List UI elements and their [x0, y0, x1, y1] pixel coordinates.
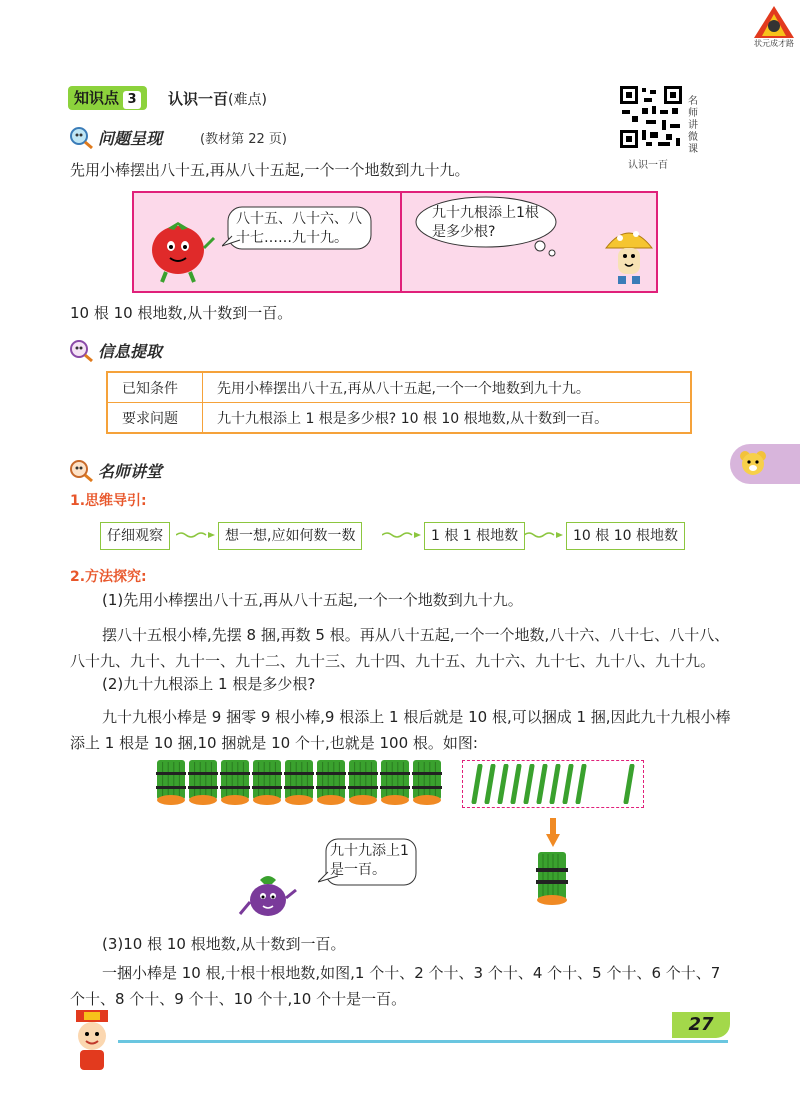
knowledge-point-label: 知识点: [74, 89, 120, 107]
method-step-2: (2)九十九根添上 1 根是多少根?: [102, 675, 316, 693]
brand-name: 状元成才路: [754, 39, 794, 48]
table-row: [107, 372, 691, 403]
section-title-text: 认识一百: [168, 90, 229, 108]
bear-face-icon: [738, 448, 768, 478]
mushroom-thought-text: 九十九根添上1根是多少根?: [432, 205, 539, 240]
mascot-boy-icon: [62, 1010, 122, 1072]
single-stick: [578, 766, 584, 802]
wavy-arrow-icon: [382, 531, 422, 539]
page-number: 27: [672, 1012, 730, 1038]
flow-step-think: 想一想,应如何数一数: [218, 522, 362, 550]
tomato-speech-text: 八十五、八十六、八十七……九十九。: [236, 211, 362, 246]
mushroom-character-icon: [602, 222, 656, 286]
qr-code[interactable]: [618, 84, 684, 150]
stick-bundle: [156, 760, 186, 805]
known-conditions-value: 先用小棒摆出八十五,再从八十五起,一个一个地数到九十九。: [203, 372, 692, 403]
flow-step-count-ones: 1 根 1 根地数: [424, 522, 525, 550]
single-stick: [526, 766, 532, 802]
single-stick: [539, 766, 545, 802]
magnifier-icon: [68, 124, 94, 150]
stick-bundle: [252, 760, 282, 805]
question-value: 九十九根添上 1 根是多少根? 10 根 10 根地数,从十数到一百。: [203, 403, 692, 434]
stick-bundle: [188, 760, 218, 805]
difficulty-label: (难点): [228, 92, 267, 108]
stick-bundle: [316, 760, 346, 805]
single-stick: [474, 766, 480, 802]
info-heading: 信息提取: [98, 342, 163, 361]
stick-bundle: [412, 760, 442, 805]
count-by-tens-text: 10 根 10 根地数,从十数到一百。: [70, 304, 293, 322]
magnifier-icon: [68, 457, 94, 483]
single-stick: [500, 766, 506, 802]
arrow-down-icon: [546, 818, 560, 848]
single-stick: [513, 766, 519, 802]
single-stick: [565, 766, 571, 802]
problem-heading: 问题呈现: [98, 129, 163, 148]
new-bundle-icon: [532, 850, 572, 906]
question-label: 要求问题: [107, 403, 203, 434]
table-row: [107, 403, 691, 434]
wavy-arrow-icon: [524, 531, 564, 539]
footer-rule: [118, 1040, 728, 1043]
knowledge-point-number: 3: [123, 91, 141, 109]
flow-step-observe: 仔细观察: [100, 522, 170, 550]
qr-side-label: 名师讲微课: [688, 96, 698, 155]
method-label: 2.方法探究:: [70, 569, 147, 585]
magnifier-icon: [68, 337, 94, 363]
stick-bundle: [220, 760, 250, 805]
method-step-3: (3)10 根 10 根地数,从十数到一百。: [102, 935, 346, 953]
single-sticks-figure: [468, 764, 638, 804]
stick-bundle: [284, 760, 314, 805]
flow-step-count-tens: 10 根 10 根地数: [566, 522, 685, 550]
panel-divider: [400, 191, 402, 291]
eggplant-speech-text: 九十九添上1是一百。: [330, 843, 409, 878]
method-step-1-detail: 摆八十五根小棒,先摆 8 捆,再数 5 根。再从八十五起,一个一个地数,八十六、八十七、八十八、八十九、九十、九十一、九十二、九十三、九十四、九十五、九十六、九十七、九十八、九十九。: [70, 626, 730, 670]
known-conditions-label: 已知条件: [107, 372, 203, 403]
stick-bundles-figure: [155, 758, 455, 808]
textbook-page-note: (教材第 22 页): [200, 132, 287, 147]
single-stick: [552, 766, 558, 802]
problem-statement: 先用小棒摆出八十五,再从八十五起,一个一个地数到九十九。: [70, 161, 470, 179]
knowledge-point-tag: [68, 86, 147, 110]
method-step-1: (1)先用小棒摆出八十五,再从八十五起,一个一个地数到九十九。: [102, 591, 523, 609]
wavy-arrow-icon: [176, 531, 216, 539]
info-table: [106, 371, 692, 434]
eggplant-character-icon: [238, 862, 300, 920]
brand-logo-icon: [752, 4, 796, 40]
stick-bundle: [380, 760, 410, 805]
single-stick: [487, 766, 493, 802]
method-step-3-detail: 一捆小棒是 10 根,十根十根地数,如图,1 个十、2 个十、3 个十、4 个十、5 个十、6 个十、7 个十、8 个十、9 个十、10 个十,10 个十是一百。: [70, 964, 721, 1008]
qr-caption: 认识一百: [628, 160, 668, 171]
thinking-guide-label: 1.思维导引:: [70, 493, 147, 509]
lecture-heading: 名师讲堂: [98, 462, 163, 481]
method-step-2-detail: 九十九根小棒是 9 捆零 9 根小棒,9 根添上 1 根后就是 10 根,可以捆成 1 捆,因此九十九根小棒添上 1 根是 10 捆,10 捆就是 10 个十,也就是 100 根。如图:: [70, 708, 731, 752]
single-stick: [626, 766, 632, 802]
section-title: [168, 88, 267, 109]
tomato-character-icon: [138, 210, 218, 284]
stick-bundle: [348, 760, 378, 805]
